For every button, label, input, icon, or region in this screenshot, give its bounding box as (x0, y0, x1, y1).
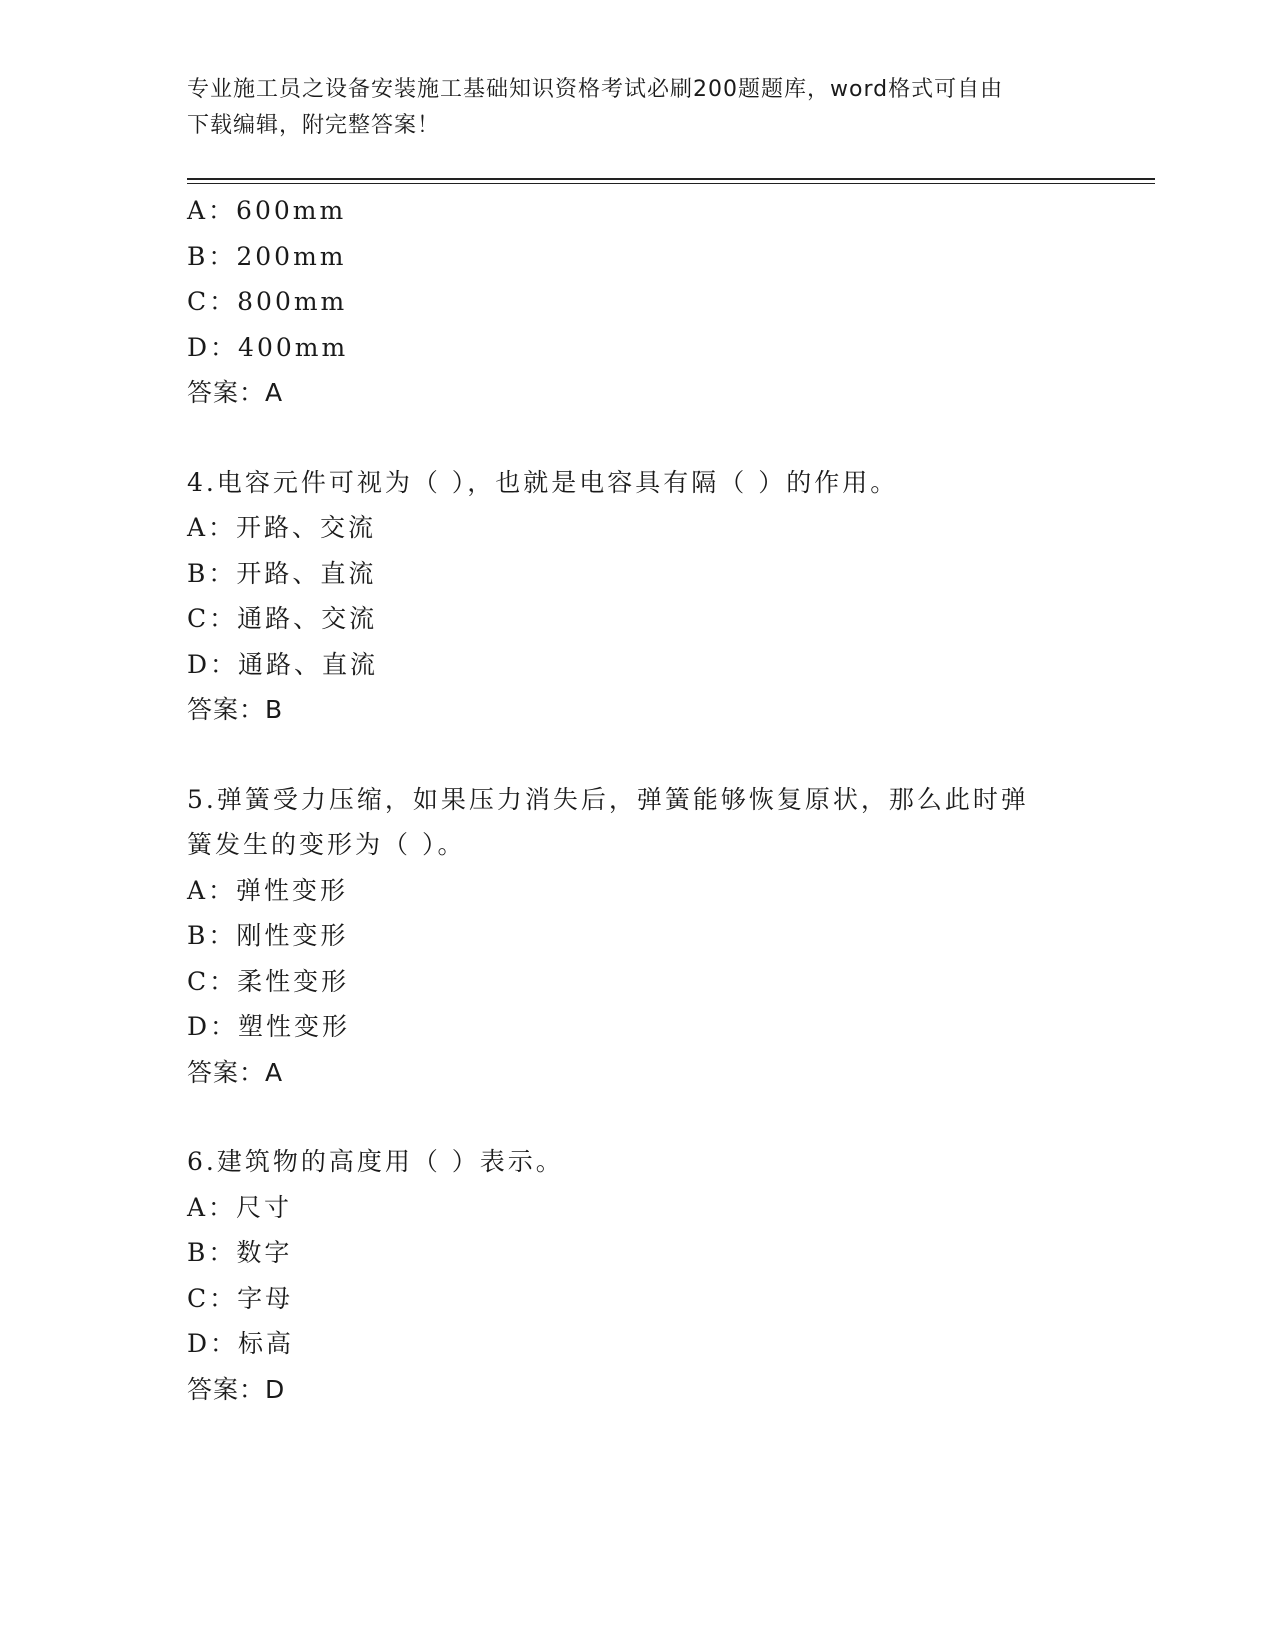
question-spacer (187, 1095, 1155, 1139)
answer: 答案：B (187, 695, 284, 724)
header-divider-thick (187, 178, 1155, 180)
question-spacer (187, 733, 1155, 777)
option-c: C：字母 (187, 1283, 294, 1313)
question-5 (187, 777, 1155, 1096)
header-line-2: 下载编辑，附完整答案！ (187, 113, 441, 138)
question-3 (187, 188, 1155, 416)
document-header (187, 72, 1067, 144)
option-d: D：通路、直流 (187, 649, 379, 679)
question-4 (187, 460, 1155, 733)
option-a: A：弹性变形 (187, 875, 349, 905)
option-c: C：柔性变形 (187, 966, 350, 996)
option-d: D：塑性变形 (187, 1012, 351, 1041)
option-c: C：800mm (187, 287, 348, 316)
option-c: C：通路、交流 (187, 604, 378, 633)
option-b: B：开路、直流 (187, 558, 377, 588)
option-a: A：尺寸 (187, 1192, 293, 1222)
option-d: D：标高 (187, 1329, 295, 1358)
option-b: B：数字 (187, 1238, 293, 1267)
option-b: B：200mm (187, 241, 347, 271)
question-stem-line-2: 簧发生的变形为（ ）。 (187, 830, 466, 859)
question-6 (187, 1139, 1155, 1412)
question-stem-line-1: 5.弹簧受力压缩，如果压力消失后，弹簧能够恢复原状，那么此时弹 (187, 784, 1029, 814)
question-stem: 4.电容元件可视为（ ），也就是电容具有隔（ ）的作用。 (187, 467, 899, 497)
header-line-1: 专业施工员之设备安装施工基础知识资格考试必刷200题题库，word格式可自由 (187, 77, 1004, 102)
header-divider-thin (187, 183, 1155, 184)
option-a: A：开路、交流 (187, 513, 377, 542)
answer: 答案：A (187, 1057, 284, 1087)
document-page (187, 0, 1155, 1650)
option-d: D：400mm (187, 332, 349, 362)
question-list (187, 188, 1155, 1412)
question-spacer (187, 416, 1155, 460)
question-stem: 6.建筑物的高度用（ ）表示。 (187, 1147, 564, 1176)
option-b: B：刚性变形 (187, 921, 349, 950)
option-a: A：600mm (187, 196, 347, 225)
answer: 答案：D (187, 1374, 286, 1404)
answer: 答案：A (187, 378, 284, 407)
